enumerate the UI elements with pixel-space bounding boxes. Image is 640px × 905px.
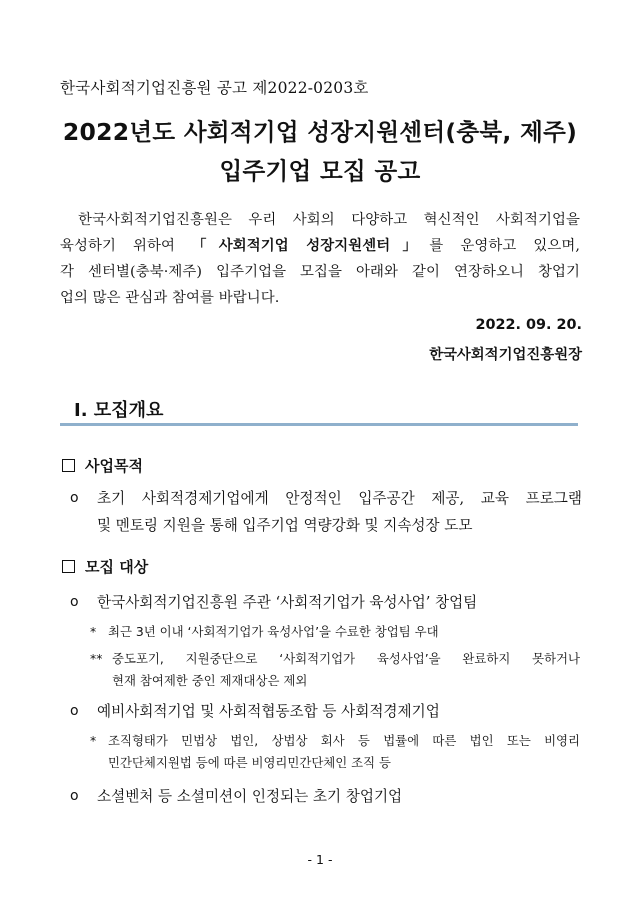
target-note-1-text: 최근 3년 이내 ‘사회적기업가 육성사업’을 수료한 창업팀 우대 <box>108 624 439 639</box>
page-title-line2: 입주기업 모집 공고 <box>219 157 421 185</box>
signer: 한국사회적기업진흥원장 <box>429 347 582 363</box>
target-note-1 <box>90 621 580 643</box>
circle-outline-icon: o <box>70 594 79 610</box>
target-note-2 <box>90 648 580 692</box>
target-note-3-line2: 민간단체지원법 등에 따른 비영리민간단체인 조직 등 <box>108 755 392 770</box>
purpose-line2: 및 멘토링 지원을 통해 입주기업 역량강화 및 지속성장 도모 <box>97 517 473 534</box>
purpose-line1: 초기 사회적경제기업에게 안정적인 입주공간 제공, 교육 프로그램 <box>97 490 582 507</box>
circle-outline-icon: o <box>70 788 79 804</box>
square-outline-icon <box>62 459 75 472</box>
circle-outline-icon: o <box>70 703 79 719</box>
intro-line1: 한국사회적기업진흥원은 우리 사회의 다양하고 혁신적인 사회적기업을 <box>78 212 580 228</box>
target-note-2-line2: 현재 참여제한 중인 제재대상은 제외 <box>112 673 308 688</box>
purpose-heading <box>62 455 143 476</box>
target-bullet-3 <box>70 783 582 810</box>
circle-outline-icon: o <box>70 490 79 506</box>
notice-number: 한국사회적기업진흥원 공고 제2022-0203호 <box>60 79 369 97</box>
page-title-line1: 2022년도 사회적기업 성장지원센터(충북, 제주) <box>62 118 578 146</box>
note-marker: ** <box>90 651 103 666</box>
target-note-3 <box>90 730 580 774</box>
intro-line4: 업의 많은 관심과 참여를 바랍니다. <box>60 290 280 306</box>
intro-line2-before: 육성하기 위하여 <box>60 238 192 254</box>
section-divider <box>60 423 578 426</box>
intro-paragraph <box>60 207 580 311</box>
target-note-3-line1: 조직형태가 민법상 법인, 상법상 회사 등 법률에 따른 법인 또는 비영리 <box>108 733 580 748</box>
target-bullet-2-text: 예비사회적기업 및 사회적협동조합 등 사회적경제기업 <box>97 703 440 720</box>
target-heading-label: 모집 대상 <box>85 558 149 576</box>
target-bullet-1-text: 한국사회적기업진흥원 주관 ‘사회적기업가 육성사업’ 창업팀 <box>97 594 478 611</box>
intro-line2-after: 를 운영하고 있으며, <box>429 238 580 254</box>
square-outline-icon <box>62 560 75 573</box>
page-number: - 1 - <box>307 852 333 867</box>
target-bullet-1 <box>70 589 582 616</box>
intro-program-name: 「사회적기업 성장지원센터」 <box>191 238 430 254</box>
target-bullet-3-text: 소셜벤처 등 소셜미션이 인정되는 초기 창업기업 <box>97 788 403 805</box>
target-bullet-2 <box>70 698 582 725</box>
purpose-bullet <box>70 485 582 539</box>
section-heading: Ⅰ. 모집개요 <box>74 400 164 421</box>
purpose-heading-label: 사업목적 <box>85 457 143 475</box>
note-marker: * <box>90 733 97 748</box>
target-heading <box>62 556 148 577</box>
notice-date: 2022. 09. 20. <box>475 317 582 333</box>
target-note-2-line1: 중도포기, 지원중단으로 ‘사회적기업가 육성사업’을 완료하지 못하거나 <box>112 651 580 666</box>
intro-line3: 각 센터별(충북·제주) 입주기업을 모집을 아래와 같이 연장하오니 창업기 <box>60 264 580 280</box>
intro-line2 <box>60 233 580 259</box>
note-marker: * <box>90 624 97 639</box>
